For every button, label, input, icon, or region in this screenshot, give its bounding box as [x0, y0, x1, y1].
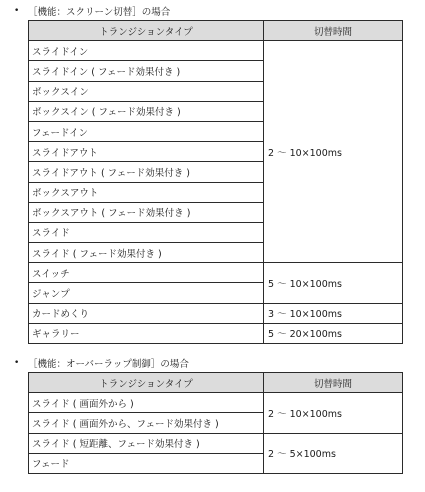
section-overlap-control [14, 354, 425, 474]
switch-time-cell: 5 ～ 20×100ms [264, 323, 403, 343]
section-screen-switch [14, 0, 425, 344]
transition-type-cell: カードめくり [29, 303, 264, 323]
transition-type-cell: スライド ( 短距離、フェード効果付き ) [29, 433, 264, 453]
transition-type-cell: ボックスアウト [29, 182, 264, 202]
section-heading [14, 354, 425, 372]
table-row [29, 433, 403, 453]
header-switch-time: 切替時間 [264, 21, 403, 41]
switch-time-cell: 5 ～ 10×100ms [264, 263, 403, 303]
switch-time-cell: 3 ～ 10×100ms [264, 303, 403, 323]
transition-type-cell: スライド ( 画面外から、フェード効果付き ) [29, 413, 264, 433]
switch-time-cell: 2 ～ 10×100ms [264, 393, 403, 433]
transition-type-cell: ジャンプ [29, 283, 264, 303]
table-row [29, 263, 403, 283]
bullet-icon: • [14, 6, 20, 16]
transition-table [28, 372, 403, 474]
table-header-row [29, 373, 403, 393]
transition-type-cell: ボックスイン [29, 81, 264, 101]
table-row [29, 41, 403, 61]
table-body [29, 393, 403, 474]
transition-type-cell: スライド ( フェード効果付き ) [29, 243, 264, 263]
table-row [29, 323, 403, 343]
transition-type-cell: スライドアウト [29, 142, 264, 162]
header-transition-type: トランジションタイプ [29, 373, 264, 393]
header-switch-time: 切替時間 [264, 373, 403, 393]
transition-type-cell: フェードイン [29, 121, 264, 141]
table-header-row [29, 21, 403, 41]
section-heading [14, 2, 425, 20]
transition-type-cell: スライド ( 画面外から ) [29, 393, 264, 413]
transition-type-cell: スライドイン [29, 41, 264, 61]
switch-time-cell: 2 ～ 10×100ms [264, 41, 403, 263]
table-row [29, 303, 403, 323]
section-title: ［機能：スクリーン切替］の場合 [28, 7, 171, 18]
transition-table [28, 20, 403, 344]
transition-type-cell: スイッチ [29, 263, 264, 283]
transition-type-cell: ボックスアウト ( フェード効果付き ) [29, 202, 264, 222]
transition-type-cell: スライド [29, 222, 264, 242]
transition-type-cell: フェード [29, 453, 264, 473]
table-row [29, 393, 403, 413]
section-title: ［機能：オーバーラップ制御］の場合 [28, 359, 189, 370]
table-body [29, 41, 403, 344]
transition-type-cell: スライドアウト ( フェード効果付き ) [29, 162, 264, 182]
transition-type-cell: ギャラリー [29, 323, 264, 343]
bullet-icon: • [14, 358, 20, 368]
header-transition-type: トランジションタイプ [29, 21, 264, 41]
switch-time-cell: 2 ～ 5×100ms [264, 433, 403, 473]
transition-type-cell: スライドイン ( フェード効果付き ) [29, 61, 264, 81]
transition-type-cell: ボックスイン ( フェード効果付き ) [29, 101, 264, 121]
